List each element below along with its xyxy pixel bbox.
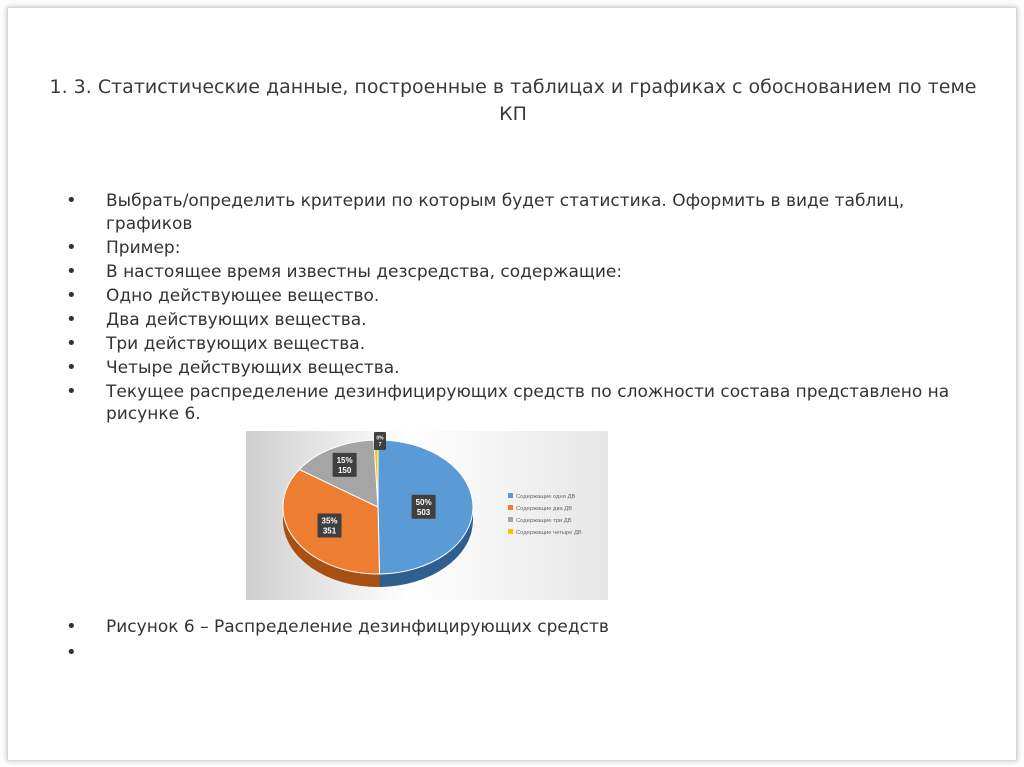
data-label-percent: 35% [321, 516, 338, 526]
data-label-one [412, 495, 436, 519]
data-label-value: 351 [322, 526, 337, 536]
bullet-list [60, 190, 960, 427]
data-label-three [333, 453, 357, 477]
slide-title: 1. 3. Статистические данные, построенные в таблицах и графиках с обоснованием по теме КП [49, 76, 977, 125]
legend-item-three [508, 517, 572, 524]
legend-swatch [508, 529, 513, 534]
pie-chart-figure [246, 431, 608, 600]
slide [7, 7, 1017, 761]
legend-item-one [508, 493, 575, 500]
bullet-item: • Пример: [60, 237, 960, 260]
data-label-value: 7 [378, 442, 382, 448]
legend-label: Содержащие три ДВ [516, 518, 572, 524]
data-label-two [318, 513, 342, 537]
bullet-item: • Выбрать/определить критерии по которым будет статистика. Оформить в виде таблиц, графиков [60, 190, 960, 235]
legend-swatch [508, 493, 513, 498]
data-label-value: 150 [337, 465, 352, 475]
bullet-item: • Три действующих вещества. [60, 333, 960, 356]
bullet-item: • Четыре действующих вещества. [60, 357, 960, 380]
figure-caption: • Рисунок 6 – Распределение дезинфицирующих средств [60, 616, 960, 639]
legend-swatch [508, 505, 513, 510]
data-label-percent: 15% [336, 455, 353, 465]
bullet-item: • Одно действующее вещество. [60, 285, 960, 308]
data-label-percent: 50% [415, 497, 432, 507]
legend-label: Содержащие одно ДВ [516, 494, 576, 500]
data-label-value: 503 [416, 507, 431, 517]
bullet-item: • Текущее распределение дезинфицирующих средств по сложности состава представлено на рисунке 6. [60, 381, 960, 426]
legend-item-four [508, 529, 582, 536]
caption-bullet-list [60, 616, 960, 667]
bullet-item: • Два действующих вещества. [60, 309, 960, 332]
empty-bullet-item [60, 642, 960, 664]
bullet-item: • В настоящее время известны дезсредства, содержащие: [60, 261, 960, 284]
legend-swatch [508, 517, 513, 522]
legend-label: Содержащие два ДВ [516, 506, 573, 512]
legend-item-two [508, 505, 572, 512]
legend-label: Содержащие четыре ДВ [516, 530, 582, 536]
data-label-percent: 0% [376, 435, 384, 442]
data-label-four [374, 432, 386, 450]
pie-chart [246, 431, 608, 600]
